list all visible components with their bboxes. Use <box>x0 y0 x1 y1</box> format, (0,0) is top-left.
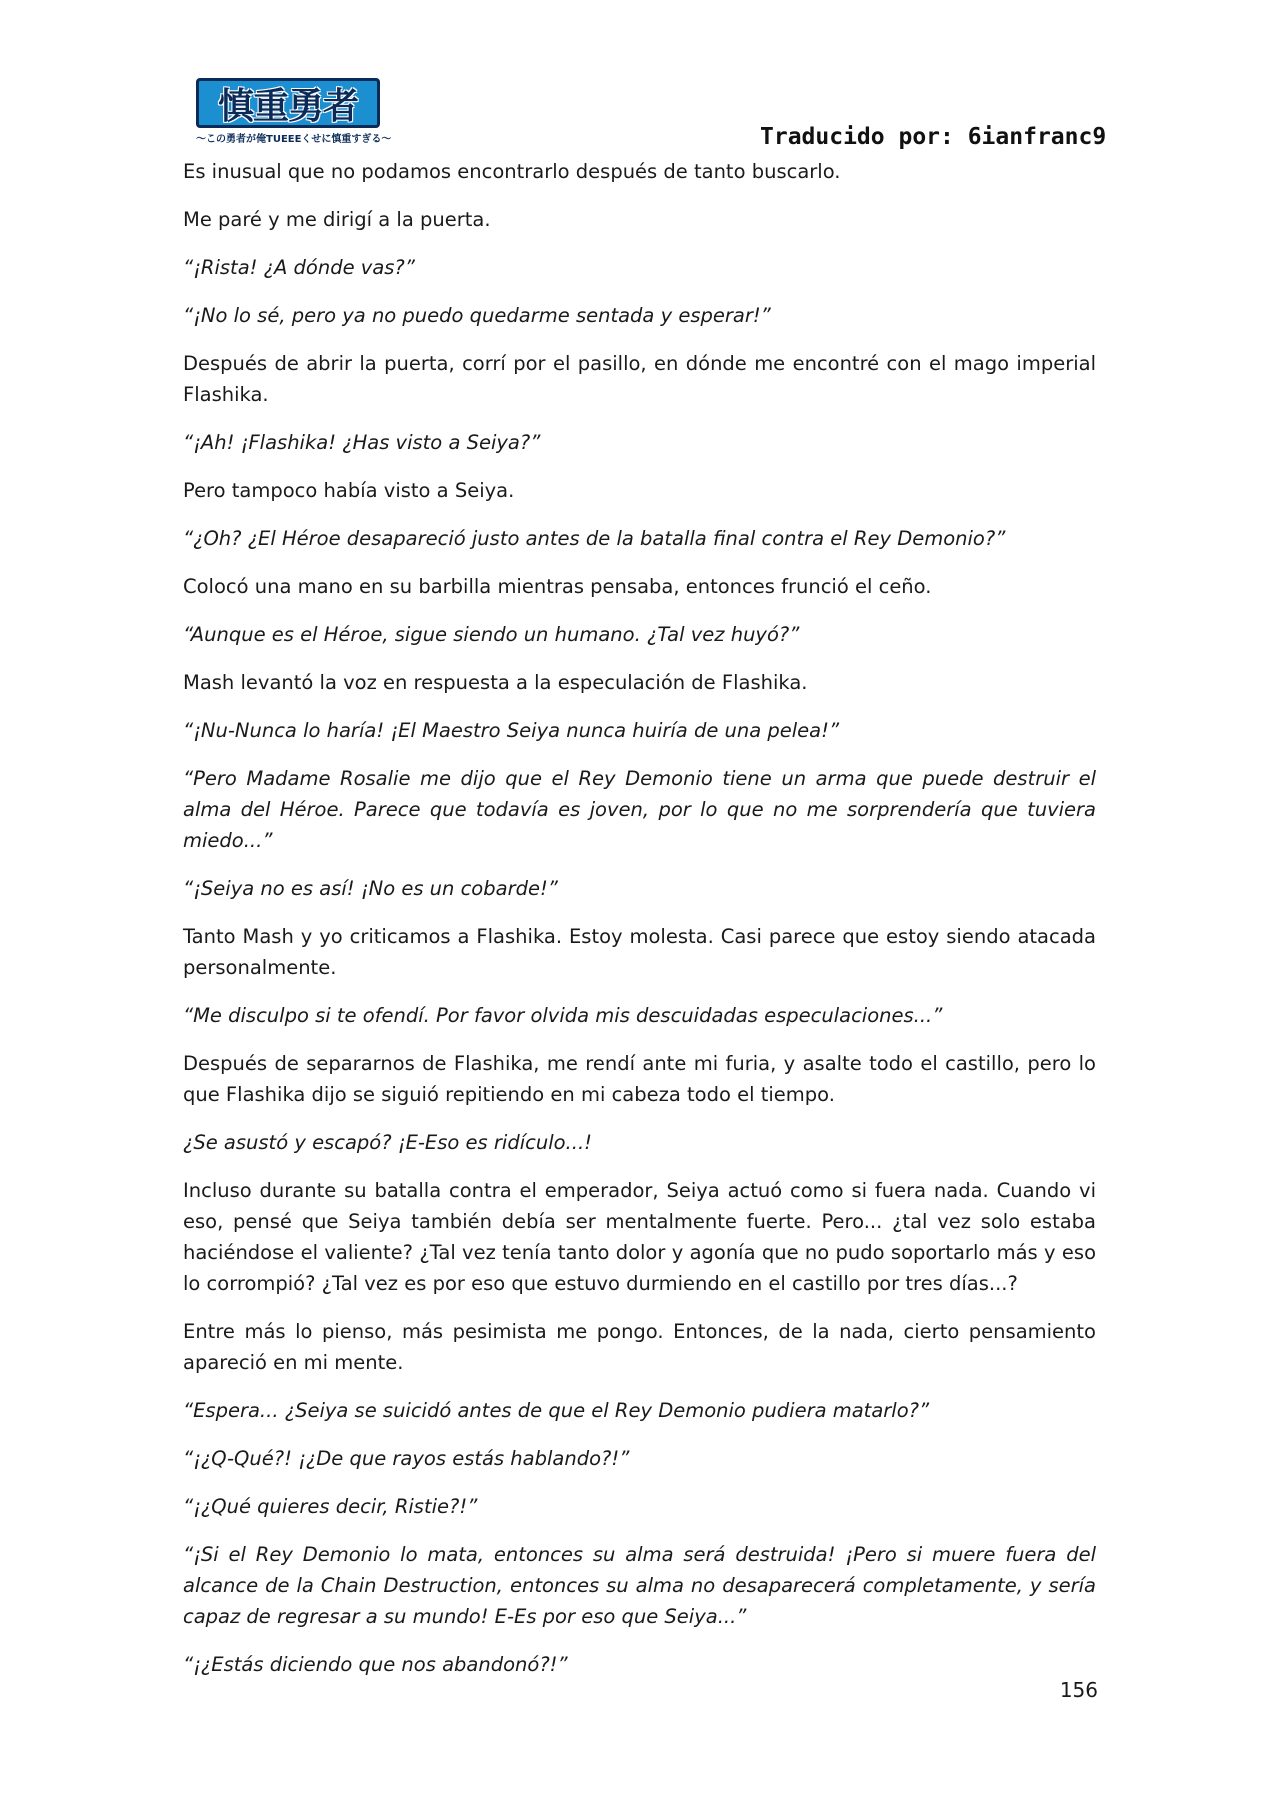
narration-paragraph: Colocó una mano en su barbilla mientras pensaba, entonces frunció el ceño. <box>183 575 932 598</box>
dialogue-paragraph: ¿Se asustó y escapó? ¡E-Eso es ridículo...! <box>183 1131 592 1154</box>
series-logo <box>196 78 392 145</box>
narration-paragraph: Después de abrir la puerta, corrí por el pasillo, en dónde me encontré con el mago imperial Flashika. <box>183 352 1096 406</box>
dialogue-paragraph: “Aunque es el Héroe, sigue siendo un humano. ¿Tal vez huyó?” <box>183 623 800 646</box>
narration-paragraph: Entre más lo pienso, más pesimista me pongo. Entonces, de la nada, cierto pensamiento apareció en mi mente. <box>183 1320 1096 1374</box>
dialogue-paragraph: “Me disculpo si te ofendí. Por favor olvida mis descuidadas especulaciones...” <box>183 1004 943 1027</box>
logo-title: 慎重勇者 <box>196 78 380 128</box>
narration-paragraph: Es inusual que no podamos encontrarlo después de tanto buscarlo. <box>183 160 841 183</box>
dialogue-paragraph: “¡Ah! ¡Flashika! ¿Has visto a Seiya?” <box>183 431 541 454</box>
logo-subtitle: 〜この勇者が俺TUEEEくせに慎重すぎる〜 <box>196 134 392 145</box>
page-number: 156 <box>1059 1678 1098 1702</box>
narration-paragraph: Mash levantó la voz en respuesta a la especulación de Flashika. <box>183 671 808 694</box>
narration-paragraph: Me paré y me dirigí a la puerta. <box>183 208 491 231</box>
dialogue-paragraph: “¿Oh? ¿El Héroe desapareció justo antes de la batalla final contra el Rey Demonio?” <box>183 527 1006 550</box>
narration-paragraph: Después de separarnos de Flashika, me rendí ante mi furia, y asalte todo el castillo, pero lo que Flashika dijo se siguió repitiendo en mi cabeza todo el tiempo. <box>183 1052 1096 1106</box>
narration-paragraph: Pero tampoco había visto a Seiya. <box>183 479 515 502</box>
page-body <box>183 156 1096 1697</box>
narration-paragraph: Incluso durante su batalla contra el emperador, Seiya actuó como si fuera nada. Cuando vi eso, pensé que Seiya también debía ser mentalmente fuerte. Pero... ¿tal vez solo estaba haciéndose el valiente? ¿Tal vez tenía tanto dolor y agonía que no pudo soportarlo más y eso lo corrompió? ¿Tal vez es por eso que estuvo durmiendo en el castillo por tres días...? <box>183 1179 1096 1295</box>
dialogue-paragraph: “¡Nu-Nunca lo haría! ¡El Maestro Seiya nunca huiría de una pelea!” <box>183 719 840 742</box>
dialogue-paragraph: “Espera... ¿Seiya se suicidó antes de que el Rey Demonio pudiera matarlo?” <box>183 1399 930 1422</box>
dialogue-paragraph: “¡Rista! ¿A dónde vas?” <box>183 256 415 279</box>
dialogue-paragraph: “¡No lo sé, pero ya no puedo quedarme sentada y esperar!” <box>183 304 771 327</box>
translator-credit: Traducido por: 6ianfranc9 <box>760 124 1107 150</box>
dialogue-paragraph: “¡¿Estás diciendo que nos abandonó?!” <box>183 1653 568 1676</box>
dialogue-paragraph: “¡Si el Rey Demonio lo mata, entonces su alma será destruida! ¡Pero si muere fuera del alcance de la Chain Destruction, entonces su alma no desaparecerá completamente, y sería capaz de regresar a su mundo! E-Es por eso que Seiya...” <box>183 1543 1096 1628</box>
dialogue-paragraph: “¡Seiya no es así! ¡No es un cobarde!” <box>183 877 558 900</box>
narration-paragraph: Tanto Mash y yo criticamos a Flashika. Estoy molesta. Casi parece que estoy siendo atacada personalmente. <box>183 925 1096 979</box>
dialogue-paragraph: “Pero Madame Rosalie me dijo que el Rey Demonio tiene un arma que puede destruir el alma del Héroe. Parece que todavía es joven, por lo que no me sorprendería que tuviera miedo...” <box>183 767 1096 852</box>
dialogue-paragraph: “¡¿Qué quieres decir, Ristie?!” <box>183 1495 478 1518</box>
dialogue-paragraph: “¡¿Q-Qué?! ¡¿De que rayos estás hablando?!” <box>183 1447 630 1470</box>
